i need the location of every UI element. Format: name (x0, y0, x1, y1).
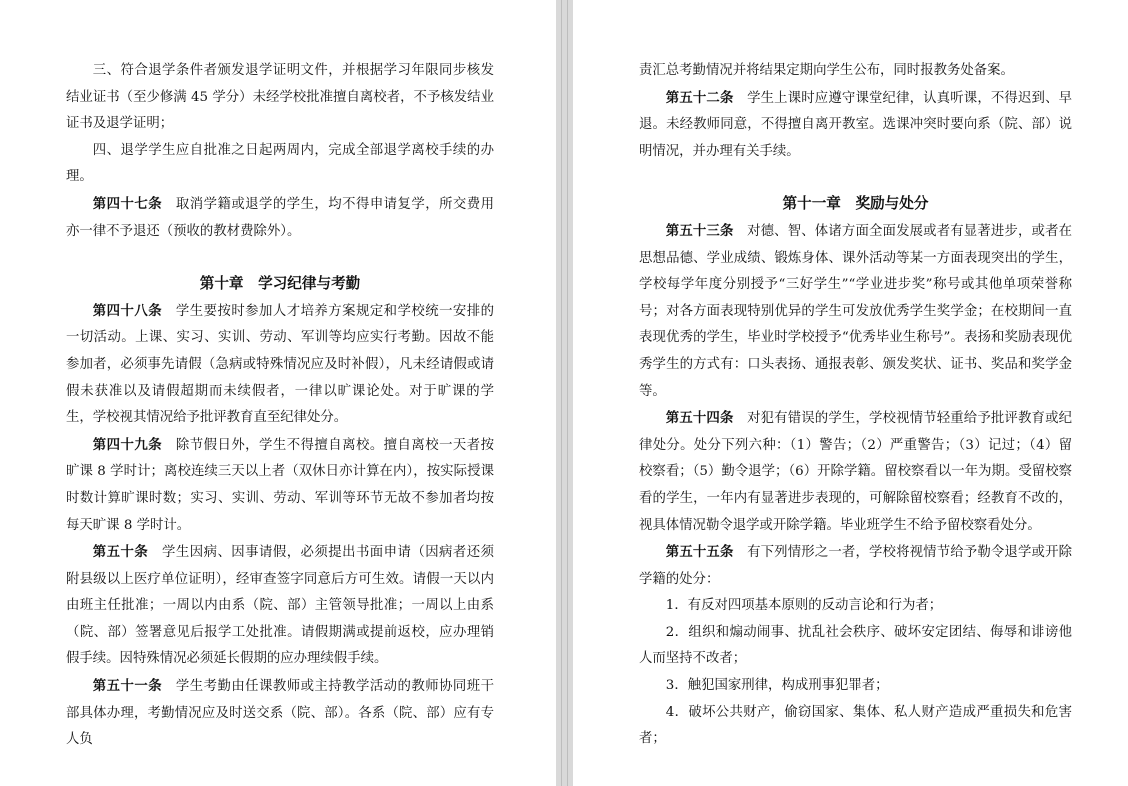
article-54-label: 第五十四条 (665, 410, 734, 427)
document-page-left (0, 0, 556, 786)
paragraph-withdrawal-procedure: 四、退学学生应自批准之日起两周内，完成全部退学离校手续的办理。 (66, 142, 494, 185)
article-51-text: 学生考勤由任课教师或主持教学活动的教师协同班干部具体办理，考勤情况应及时送交系（院、部）。各系（院、部）应有专人负 (66, 679, 495, 748)
article-53-text: 对德、智、体诸方面全面发展或者有显著进步，或者在思想品德、学业成绩、锻炼身体、课外活动等某一方面表现突出的学生，学校每学年度分别授予“三好学生”“学业进步奖”称号或其他单项荣誉称号；对各方面表现特别优异的学生可发放优秀学生奖学金；在校期间一直表现优秀的学生，毕业时学校授予“优秀毕业生称号”。表扬和奖励表现优秀学生的方式有：口头表扬、通报表彰、颁发奖状、证书、奖品和奖学金等。 (639, 223, 1073, 399)
article-53 (639, 218, 1072, 405)
article-54-text: 对犯有错误的学生，学校视情节轻重给予批评教育或纪律处分。处分下列六种：（1）警告；（2）严重警告；（3）记过；（4）留校察看；（5）勤令退学；（6）开除学籍。留校察看以一年为期。受留校察看的学生，一年内有显著进步表现的，可解除留校察看；经教育不改的，视具体情况勒令退学或开除学籍。毕业班学生不给予留校察看处分。 (639, 411, 1073, 533)
chapter-11-heading: 第十一章 奖励与处分 (782, 195, 929, 213)
article-53-label: 第五十三条 (665, 222, 734, 239)
page-gutter (556, 0, 573, 786)
article-54 (639, 405, 1072, 539)
article-50 (66, 539, 494, 673)
article-49-label: 第四十九条 (92, 436, 163, 453)
article-48-label: 第四十八条 (92, 302, 163, 319)
article-55-text: 有下列情形之一者，学校将视情节给予勒令退学或开除学籍的处分： (639, 545, 1073, 587)
article-48 (66, 298, 494, 432)
article-49 (66, 432, 494, 539)
paragraph-continuation: 责汇总考勤情况并将结果定期向学生公布，同时报教务处备案。 (639, 63, 1014, 78)
list-item-4: 4．破坏公共财产，偷窃国家、集体、私人财产造成严重损失和危害者； (639, 704, 1072, 747)
article-47-label: 第四十七条 (92, 195, 163, 212)
section-gap (66, 245, 494, 271)
article-47 (66, 191, 494, 245)
article-49-text: 除节假日外，学生不得擅自离校。擅自离校一天者按旷课 8 学时计；离校连续三天以上者（双休日亦计算在内），按实际授课时数计算旷课时数；实习、实训、劳动、军训等环节无故不参加者均按每天旷课 8 学时计。 (66, 437, 495, 533)
article-52-label: 第五十二条 (665, 89, 734, 106)
article-51 (66, 673, 494, 754)
article-55 (639, 539, 1072, 593)
article-47-text: 取消学籍或退学的学生，均不得申请复学，所交费用亦一律不予退还（预收的教材费除外）。 (66, 196, 495, 239)
list-item-3: 3．触犯国家刑律，构成刑事犯罪者； (665, 678, 889, 694)
article-48-text: 学生要按时参加人才培养方案规定和学校统一安排的一切活动。上课、实习、实训、劳动、军训等均应实行考勤。因故不能参加者，必须事先请假（急病或特殊情况应及时补假），凡未经请假或请假未获准以及请假超期而未续假者，一律以旷课论处。对于旷课的学生，学校视其情况给予批评教育直至纪律处分。 (66, 303, 495, 426)
article-55-label: 第五十五条 (665, 544, 734, 561)
article-51-label: 第五十一条 (92, 678, 163, 695)
document-page-right (573, 0, 1128, 786)
article-50-text: 学生因病、因事请假，必须提出书面申请（因病者还须附县级以上医疗单位证明），经审查签字同意后方可生效。请假一天以内由班主任批准；一周以内由系（院、部）主管领导批准；一周以上由系（院、部）签署意见后报学工处批准。请假期满或提前返校，应办理销假手续。因特殊情况必须延长假期的应办理续假手续。 (66, 545, 495, 667)
article-52 (639, 85, 1072, 166)
chapter-10-heading: 第十章 学习纪律与考勤 (199, 275, 361, 293)
article-52-text: 学生上课时应遵守课堂纪律，认真听课，不得迟到、早退。未经教师同意，不得擅自离开教室。选课冲突时要向系（院、部）说明情况，并办理有关手续。 (639, 90, 1073, 159)
article-50-label: 第五十条 (92, 544, 149, 561)
paragraph-withdrawal-certificate: 三、符合退学条件者颁发退学证明文件，并根据学习年限同步核发结业证书（至少修满 45 学分）未经学校批准擅自离校者，不予核发结业证书及退学证明； (66, 63, 494, 132)
section-gap (639, 165, 1072, 191)
list-item-1: 1．有反对四项基本原则的反动言论和行为者； (665, 598, 943, 614)
list-item-2: 2．组织和煽动闹事、扰乱社会秩序、破坏安定团结、侮辱和诽谤他人而坚持不改者； (639, 624, 1072, 667)
